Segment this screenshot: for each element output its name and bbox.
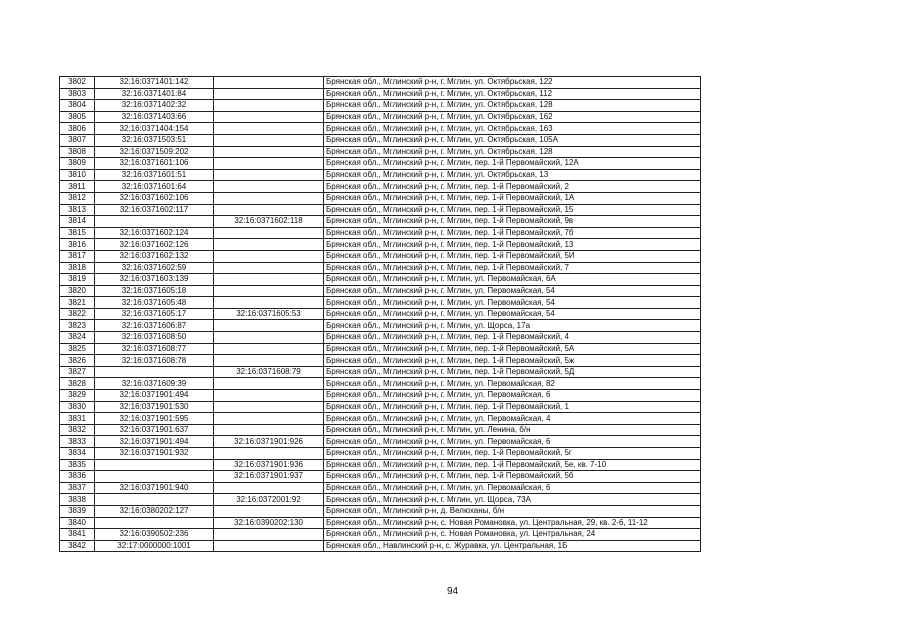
table-row: [60, 297, 701, 309]
cadastral-number-cell: 32:16:0371901:940: [95, 482, 214, 494]
row-number-cell: 3812: [60, 192, 95, 204]
linked-cadastral-number-cell: [214, 77, 324, 89]
row-number-cell: 3827: [60, 366, 95, 378]
linked-cadastral-number-cell: 32:16:0371605:53: [214, 308, 324, 320]
row-number-cell: 3821: [60, 297, 95, 309]
address-cell: Брянская обл., Мглинский р-н, г. Мглин, ул. Первомайская, 4: [324, 413, 701, 425]
linked-cadastral-number-cell: 32:16:0371901:926: [214, 436, 324, 448]
address-cell: Брянская обл., Мглинский р-н, г. Мглин, пер. 1-й Первомайский, 5е, кв. 7-10: [324, 459, 701, 471]
cadastral-number-cell: 32:16:0371602:117: [95, 204, 214, 216]
table-row: [60, 332, 701, 344]
row-number-cell: 3817: [60, 250, 95, 262]
cadastral-number-cell: 32:16:0380202:127: [95, 505, 214, 517]
table-row: [60, 100, 701, 112]
table-row: [60, 88, 701, 100]
linked-cadastral-number-cell: [214, 448, 324, 460]
table-row: [60, 204, 701, 216]
address-cell: Брянская обл., Мглинский р-н, г. Мглин, ул. Октябрьская, 128: [324, 146, 701, 158]
cadastral-number-cell: 32:16:0371901:932: [95, 448, 214, 460]
table-row: [60, 482, 701, 494]
address-cell: Брянская обл., Мглинский р-н, г. Мглин, ул. Ленина, б/н: [324, 424, 701, 436]
address-cell: Брянская обл., Мглинский р-н, г. Мглин, ул. Октябрьская, 112: [324, 88, 701, 100]
table-row: [60, 250, 701, 262]
cadastral-number-cell: [95, 494, 214, 506]
table-row: [60, 181, 701, 193]
cadastral-number-cell: 32:16:0390502:236: [95, 529, 214, 541]
linked-cadastral-number-cell: [214, 529, 324, 541]
linked-cadastral-number-cell: [214, 204, 324, 216]
row-number-cell: 3802: [60, 77, 95, 89]
address-cell: Брянская обл., Мглинский р-н, г. Мглин, ул. Первомайская, 54: [324, 297, 701, 309]
address-cell: Брянская обл., Мглинский р-н, г. Мглин, ул. Первомайская, 54: [324, 285, 701, 297]
linked-cadastral-number-cell: [214, 320, 324, 332]
linked-cadastral-number-cell: [214, 332, 324, 344]
linked-cadastral-number-cell: [214, 285, 324, 297]
linked-cadastral-number-cell: 32:16:0372001:92: [214, 494, 324, 506]
table-row: [60, 494, 701, 506]
cadastral-number-cell: 32:16:0371606:87: [95, 320, 214, 332]
cadastral-number-cell: 32:16:0371901:494: [95, 390, 214, 402]
address-cell: Брянская обл., Мглинский р-н, г. Мглин, пер. 1-й Первомайский, 12А: [324, 158, 701, 170]
table-row: [60, 169, 701, 181]
row-number-cell: 3819: [60, 274, 95, 286]
table-row: [60, 471, 701, 483]
address-cell: Брянская обл., Мглинский р-н, г. Мглин, пер. 1-й Первомайский, 1: [324, 401, 701, 413]
row-number-cell: 3808: [60, 146, 95, 158]
address-cell: Брянская обл., Мглинский р-н, г. Мглин, ул. Первомайская, 82: [324, 378, 701, 390]
table-row: [60, 146, 701, 158]
row-number-cell: 3836: [60, 471, 95, 483]
linked-cadastral-number-cell: [214, 262, 324, 274]
address-cell: Брянская обл., Мглинский р-н, г. Мглин, пер. 1-й Первомайский, 7б: [324, 227, 701, 239]
row-number-cell: 3833: [60, 436, 95, 448]
linked-cadastral-number-cell: [214, 111, 324, 123]
row-number-cell: 3838: [60, 494, 95, 506]
row-number-cell: 3811: [60, 181, 95, 193]
linked-cadastral-number-cell: [214, 355, 324, 367]
cadastral-number-cell: 32:16:0371901:530: [95, 401, 214, 413]
address-cell: Брянская обл., Мглинский р-н, г. Мглин, пер. 1-й Первомайский, 15: [324, 204, 701, 216]
table-row: [60, 448, 701, 460]
table-row: [60, 390, 701, 402]
address-cell: Брянская обл., Мглинский р-н, г. Мглин, пер. 1-й Первомайский, 5Д: [324, 366, 701, 378]
table-row: [60, 262, 701, 274]
row-number-cell: 3828: [60, 378, 95, 390]
cadastral-number-cell: 32:16:0371602:106: [95, 192, 214, 204]
table-row: [60, 216, 701, 228]
linked-cadastral-number-cell: 32:16:0371901:937: [214, 471, 324, 483]
cadastral-number-cell: 32:16:0371608:78: [95, 355, 214, 367]
cadastral-number-cell: [95, 366, 214, 378]
linked-cadastral-number-cell: [214, 343, 324, 355]
linked-cadastral-number-cell: 32:16:0371602:118: [214, 216, 324, 228]
cadastral-number-cell: 32:16:0371602:59: [95, 262, 214, 274]
cadastral-number-cell: 32:16:0371404:154: [95, 123, 214, 135]
linked-cadastral-number-cell: [214, 413, 324, 425]
row-number-cell: 3822: [60, 308, 95, 320]
linked-cadastral-number-cell: [214, 390, 324, 402]
linked-cadastral-number-cell: [214, 134, 324, 146]
linked-cadastral-number-cell: [214, 169, 324, 181]
linked-cadastral-number-cell: [214, 505, 324, 517]
table-row: [60, 343, 701, 355]
row-number-cell: 3804: [60, 100, 95, 112]
row-number-cell: 3830: [60, 401, 95, 413]
cadastral-number-cell: 32:16:0371605:48: [95, 297, 214, 309]
address-cell: Брянская обл., Мглинский р-н, г. Мглин, пер. 1-й Первомайский, 13: [324, 239, 701, 251]
linked-cadastral-number-cell: [214, 181, 324, 193]
cadastral-number-cell: [95, 517, 214, 529]
address-cell: Брянская обл., Мглинский р-н, с. Новая Романовка, ул. Центральная, 29, кв. 2-6, 11-12: [324, 517, 701, 529]
address-cell: Брянская обл., Мглинский р-н, г. Мглин, ул. Октябрьская, 122: [324, 77, 701, 89]
cadastral-number-cell: 32:16:0371901:595: [95, 413, 214, 425]
cadastral-number-cell: [95, 471, 214, 483]
row-number-cell: 3824: [60, 332, 95, 344]
address-cell: Брянская обл., Мглинский р-н, г. Мглин, пер. 1-й Первомайский, 9в: [324, 216, 701, 228]
cadastral-number-cell: 32:16:0371901:637: [95, 424, 214, 436]
address-cell: Брянская обл., Мглинский р-н, г. Мглин, ул. Первомайская, 6А: [324, 274, 701, 286]
page-number: 94: [446, 586, 459, 597]
row-number-cell: 3807: [60, 134, 95, 146]
table-row: [60, 192, 701, 204]
cadastral-number-cell: [95, 459, 214, 471]
table-row: [60, 366, 701, 378]
cadastral-number-cell: 32:16:0371601:51: [95, 169, 214, 181]
linked-cadastral-number-cell: [214, 424, 324, 436]
table-row: [60, 158, 701, 170]
address-cell: Брянская обл., Мглинский р-н, г. Мглин, пер. 1-й Первомайский, 5ж: [324, 355, 701, 367]
linked-cadastral-number-cell: [214, 227, 324, 239]
linked-cadastral-number-cell: [214, 146, 324, 158]
cadastral-number-cell: 32:16:0371509:202: [95, 146, 214, 158]
registry-table-body: [60, 77, 701, 552]
cadastral-number-cell: 32:16:0371503:51: [95, 134, 214, 146]
linked-cadastral-number-cell: [214, 88, 324, 100]
row-number-cell: 3840: [60, 517, 95, 529]
cadastral-number-cell: 32:16:0371609:39: [95, 378, 214, 390]
table-row: [60, 401, 701, 413]
address-cell: Брянская обл., Мглинский р-н, г. Мглин, ул. Октябрьская, 162: [324, 111, 701, 123]
cadastral-number-cell: 32:16:0371603:139: [95, 274, 214, 286]
row-number-cell: 3837: [60, 482, 95, 494]
cadastral-number-cell: 32:16:0371605:17: [95, 308, 214, 320]
row-number-cell: 3841: [60, 529, 95, 541]
cadastral-number-cell: 32:16:0371901:494: [95, 436, 214, 448]
row-number-cell: 3818: [60, 262, 95, 274]
address-cell: Брянская обл., Мглинский р-н, г. Мглин, пер. 1-й Первомайский, 5г: [324, 448, 701, 460]
row-number-cell: 3842: [60, 540, 95, 552]
row-number-cell: 3823: [60, 320, 95, 332]
cadastral-number-cell: 32:16:0371602:126: [95, 239, 214, 251]
linked-cadastral-number-cell: [214, 401, 324, 413]
table-row: [60, 540, 701, 552]
row-number-cell: 3805: [60, 111, 95, 123]
table-row: [60, 517, 701, 529]
row-number-cell: 3835: [60, 459, 95, 471]
row-number-cell: 3814: [60, 216, 95, 228]
table-row: [60, 413, 701, 425]
table-row: [60, 239, 701, 251]
linked-cadastral-number-cell: [214, 239, 324, 251]
table-row: [60, 227, 701, 239]
linked-cadastral-number-cell: 32:16:0390202:130: [214, 517, 324, 529]
address-cell: Брянская обл., Мглинский р-н, г. Мглин, ул. Октябрьская, 13: [324, 169, 701, 181]
row-number-cell: 3820: [60, 285, 95, 297]
table-row: [60, 111, 701, 123]
address-cell: Брянская обл., Мглинский р-н, г. Мглин, ул. Первомайская, 6: [324, 482, 701, 494]
address-cell: Брянская обл., Мглинский р-н, г. Мглин, пер. 1-й Первомайский, 4: [324, 332, 701, 344]
address-cell: Брянская обл., Мглинский р-н, г. Мглин, ул. Первомайская, 6: [324, 390, 701, 402]
address-cell: Брянская обл., Мглинский р-н, г. Мглин, ул. Первомайская, 6: [324, 436, 701, 448]
cadastral-number-cell: 32:16:0371401:84: [95, 88, 214, 100]
cadastral-number-cell: 32:16:0371602:132: [95, 250, 214, 262]
row-number-cell: 3834: [60, 448, 95, 460]
table-row: [60, 459, 701, 471]
table-row: [60, 123, 701, 135]
address-cell: Брянская обл., Мглинский р-н, г. Мглин, пер. 1-й Первомайский, 1А: [324, 192, 701, 204]
row-number-cell: 3826: [60, 355, 95, 367]
registry-table: [59, 76, 701, 552]
row-number-cell: 3825: [60, 343, 95, 355]
linked-cadastral-number-cell: [214, 192, 324, 204]
linked-cadastral-number-cell: [214, 250, 324, 262]
row-number-cell: 3816: [60, 239, 95, 251]
cadastral-number-cell: 32:16:0371605:18: [95, 285, 214, 297]
address-cell: Брянская обл., Мглинский р-н, г. Мглин, ул. Октябрьская, 105А: [324, 134, 701, 146]
linked-cadastral-number-cell: 32:16:0371608:79: [214, 366, 324, 378]
row-number-cell: 3803: [60, 88, 95, 100]
linked-cadastral-number-cell: [214, 482, 324, 494]
cadastral-number-cell: 32:17:0000000:1001: [95, 540, 214, 552]
address-cell: Брянская обл., Мглинский р-н, г. Мглин, ул. Щорса, 17а: [324, 320, 701, 332]
cadastral-number-cell: 32:16:0371602:124: [95, 227, 214, 239]
row-number-cell: 3832: [60, 424, 95, 436]
cadastral-number-cell: [95, 216, 214, 228]
table-row: [60, 308, 701, 320]
linked-cadastral-number-cell: 32:16:0371901:936: [214, 459, 324, 471]
cadastral-number-cell: 32:16:0371601:64: [95, 181, 214, 193]
row-number-cell: 3839: [60, 505, 95, 517]
table-row: [60, 134, 701, 146]
cadastral-number-cell: 32:16:0371608:50: [95, 332, 214, 344]
cadastral-number-cell: 32:16:0371401:142: [95, 77, 214, 89]
linked-cadastral-number-cell: [214, 100, 324, 112]
table-row: [60, 424, 701, 436]
address-cell: Брянская обл., Мглинский р-н, г. Мглин, пер. 1-й Первомайский, 2: [324, 181, 701, 193]
linked-cadastral-number-cell: [214, 274, 324, 286]
address-cell: Брянская обл., Мглинский р-н, г. Мглин, пер. 1-й Первомайский, 5А: [324, 343, 701, 355]
table-row: [60, 77, 701, 89]
address-cell: Брянская обл., Мглинский р-н, г. Мглин, пер. 1-й Первомайский, 7: [324, 262, 701, 274]
table-row: [60, 505, 701, 517]
table-row: [60, 285, 701, 297]
address-cell: Брянская обл., Мглинский р-н, г. Мглин, ул. Щорса, 73А: [324, 494, 701, 506]
table-row: [60, 320, 701, 332]
address-cell: Брянская обл., Мглинский р-н, г. Мглин, ул. Октябрьская, 163: [324, 123, 701, 135]
row-number-cell: 3809: [60, 158, 95, 170]
table-row: [60, 378, 701, 390]
row-number-cell: 3829: [60, 390, 95, 402]
row-number-cell: 3806: [60, 123, 95, 135]
address-cell: Брянская обл., Мглинский р-н, с. Новая Романовка, ул. Центральная, 24: [324, 529, 701, 541]
linked-cadastral-number-cell: [214, 158, 324, 170]
linked-cadastral-number-cell: [214, 123, 324, 135]
table-row: [60, 274, 701, 286]
cadastral-number-cell: 32:16:0371403:66: [95, 111, 214, 123]
row-number-cell: 3810: [60, 169, 95, 181]
table-row: [60, 529, 701, 541]
row-number-cell: 3813: [60, 204, 95, 216]
address-cell: Брянская обл., Мглинский р-н, г. Мглин, пер. 1-й Первомайский, 5б: [324, 471, 701, 483]
address-cell: Брянская обл., Мглинский р-н, д. Велюханы, б/н: [324, 505, 701, 517]
cadastral-number-cell: 32:16:0371601:106: [95, 158, 214, 170]
cadastral-number-cell: 32:16:0371402:32: [95, 100, 214, 112]
row-number-cell: 3831: [60, 413, 95, 425]
address-cell: Брянская обл., Мглинский р-н, г. Мглин, ул. Первомайская, 54: [324, 308, 701, 320]
address-cell: Брянская обл., Мглинский р-н, г. Мглин, ул. Октябрьская, 128: [324, 100, 701, 112]
row-number-cell: 3815: [60, 227, 95, 239]
linked-cadastral-number-cell: [214, 540, 324, 552]
linked-cadastral-number-cell: [214, 297, 324, 309]
table-row: [60, 355, 701, 367]
address-cell: Брянская обл., Навлинский р-н, с. Журавка, ул. Центральная, 1Б: [324, 540, 701, 552]
cadastral-number-cell: 32:16:0371608:77: [95, 343, 214, 355]
address-cell: Брянская обл., Мглинский р-н, г. Мглин, пер. 1-й Первомайский, 5И: [324, 250, 701, 262]
table-row: [60, 436, 701, 448]
linked-cadastral-number-cell: [214, 378, 324, 390]
